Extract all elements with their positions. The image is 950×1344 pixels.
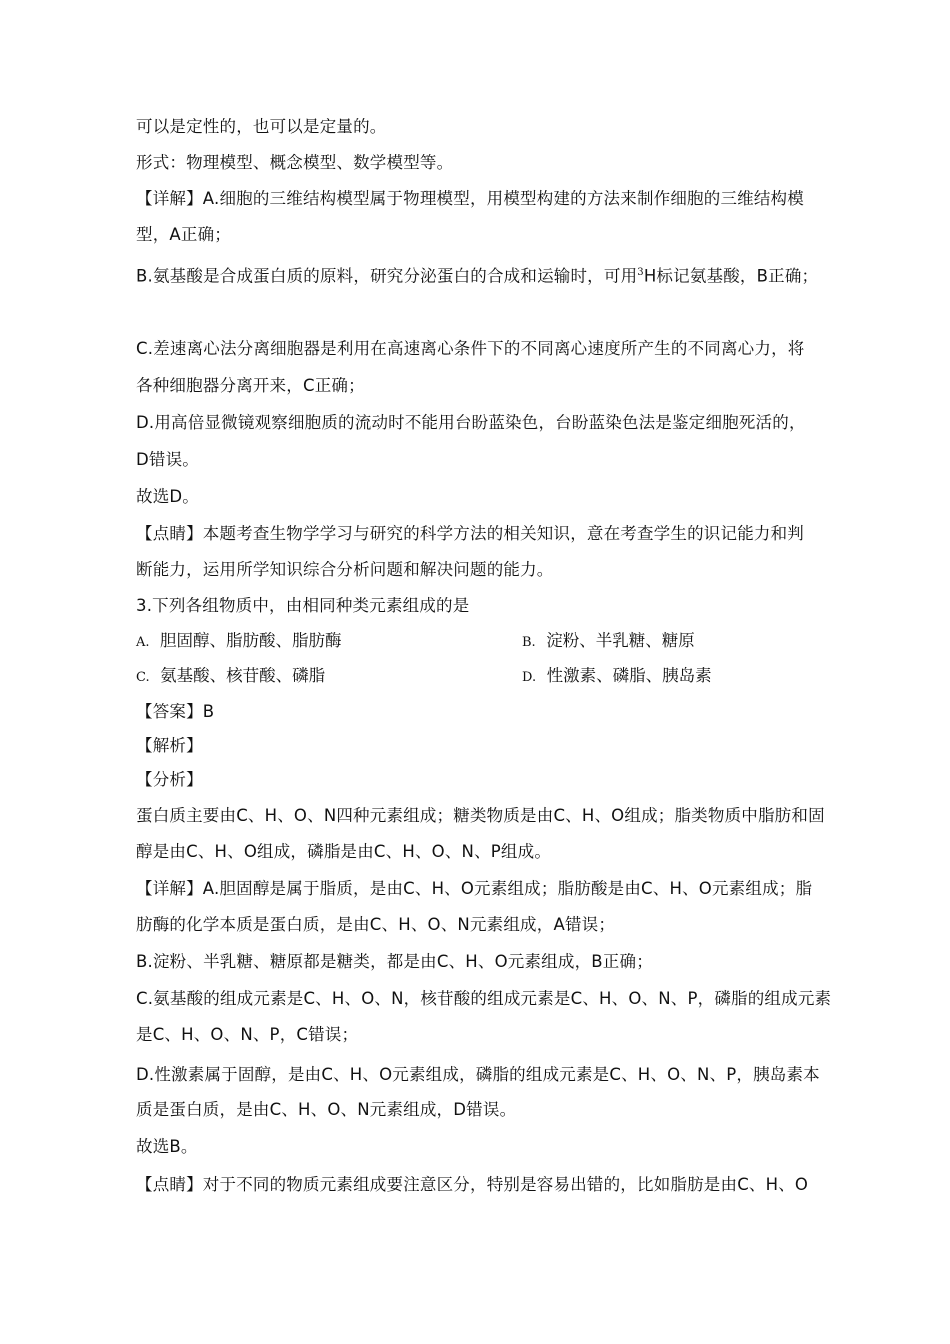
text-line: 【详解】A.细胞的三维结构模型属于物理模型，用模型构建的方法来制作细胞的三维结构模 xyxy=(136,189,804,208)
text-line: D错误。 xyxy=(136,450,200,469)
option-c xyxy=(136,665,325,689)
text-line: 型，A正确； xyxy=(136,225,231,244)
section-heading: 【分析】 xyxy=(136,770,203,789)
text-line: 形式：物理模型、概念模型、数学模型等。 xyxy=(136,153,454,172)
text-line: 蛋白质主要由C、H、O、N四种元素组成；糖类物质是由C、H、O组成；脂类物质中脂肪和固 xyxy=(136,806,825,825)
section-heading: 【解析】 xyxy=(136,736,203,755)
option-a xyxy=(136,630,342,654)
text-line: C.差速离心法分离细胞器是利用在高速离心条件下的不同离心速度所产生的不同离心力，将 xyxy=(136,339,805,358)
text-line-part: B.氨基酸是合成蛋白质的原料，研究分泌蛋白的合成和运输时，可用 xyxy=(136,266,638,286)
option-a-label: A. xyxy=(136,635,150,650)
text-line: 可以是定性的，也可以是定量的。 xyxy=(136,117,387,136)
option-b-text: 淀粉、半乳糖、糖原 xyxy=(546,631,695,650)
option-c-label: C. xyxy=(136,670,150,685)
text-line: 是C、H、O、N、P，C错误； xyxy=(136,1025,359,1044)
option-b-label: B. xyxy=(522,635,536,650)
option-d-text: 性激素、磷脂、胰岛素 xyxy=(546,666,712,685)
text-line: 【详解】A.胆固醇是属于脂质，是由C、H、O元素组成；脂肪酸是由C、H、O元素组成；脂 xyxy=(136,879,813,898)
option-c-text: 氨基酸、核苷酸、磷脂 xyxy=(160,666,326,685)
text-line: C.氨基酸的组成元素是C、H、O、N，核苷酸的组成元素是C、H、O、N、P，磷脂的组成元素 xyxy=(136,989,832,1008)
answer-line: 【答案】B xyxy=(136,702,215,721)
option-d xyxy=(522,665,712,689)
text-line: 故选B。 xyxy=(136,1137,198,1156)
option-d-label: D. xyxy=(522,670,537,685)
text-line: 断能力，运用所学知识综合分析问题和解决问题的能力。 xyxy=(136,560,554,579)
text-line: B.淀粉、半乳糖、糖原都是糖类，都是由C、H、O元素组成，B正确； xyxy=(136,952,653,971)
text-line: D.用高倍显微镜观察细胞质的流动时不能用台盼蓝染色，台盼蓝染色法是鉴定细胞死活的， xyxy=(136,413,806,432)
option-a-text: 胆固醇、脂肪酸、脂肪酶 xyxy=(160,631,342,650)
text-line: 【点睛】对于不同的物质元素组成要注意区分，特别是容易出错的，比如脂肪是由C、H、O xyxy=(136,1175,809,1194)
text-line-part: H标记氨基酸，B正确； xyxy=(643,266,819,286)
text-line: 肪酶的化学本质是蛋白质，是由C、H、O、N元素组成，A错误； xyxy=(136,915,616,934)
option-b xyxy=(522,630,695,654)
superscript-mass-number: 3 xyxy=(637,267,644,278)
text-line-with-superscript xyxy=(136,262,818,288)
text-line: 故选D。 xyxy=(136,487,200,506)
question-stem: 3.下列各组物质中，由相同种类元素组成的是 xyxy=(136,596,470,615)
text-line: D.性激素属于固醇，是由C、H、O元素组成，磷脂的组成元素是C、H、O、N、P，胰岛素本 xyxy=(136,1065,820,1084)
text-line: 【点睛】本题考查生物学学习与研究的科学方法的相关知识，意在考查学生的识记能力和判 xyxy=(136,524,804,543)
text-line: 质是蛋白质，是由C、H、O、N元素组成，D错误。 xyxy=(136,1100,517,1119)
text-line: 各种细胞器分离开来，C正确； xyxy=(136,376,365,395)
text-line: 醇是由C、H、O组成，磷脂是由C、H、O、N、P组成。 xyxy=(136,842,552,861)
